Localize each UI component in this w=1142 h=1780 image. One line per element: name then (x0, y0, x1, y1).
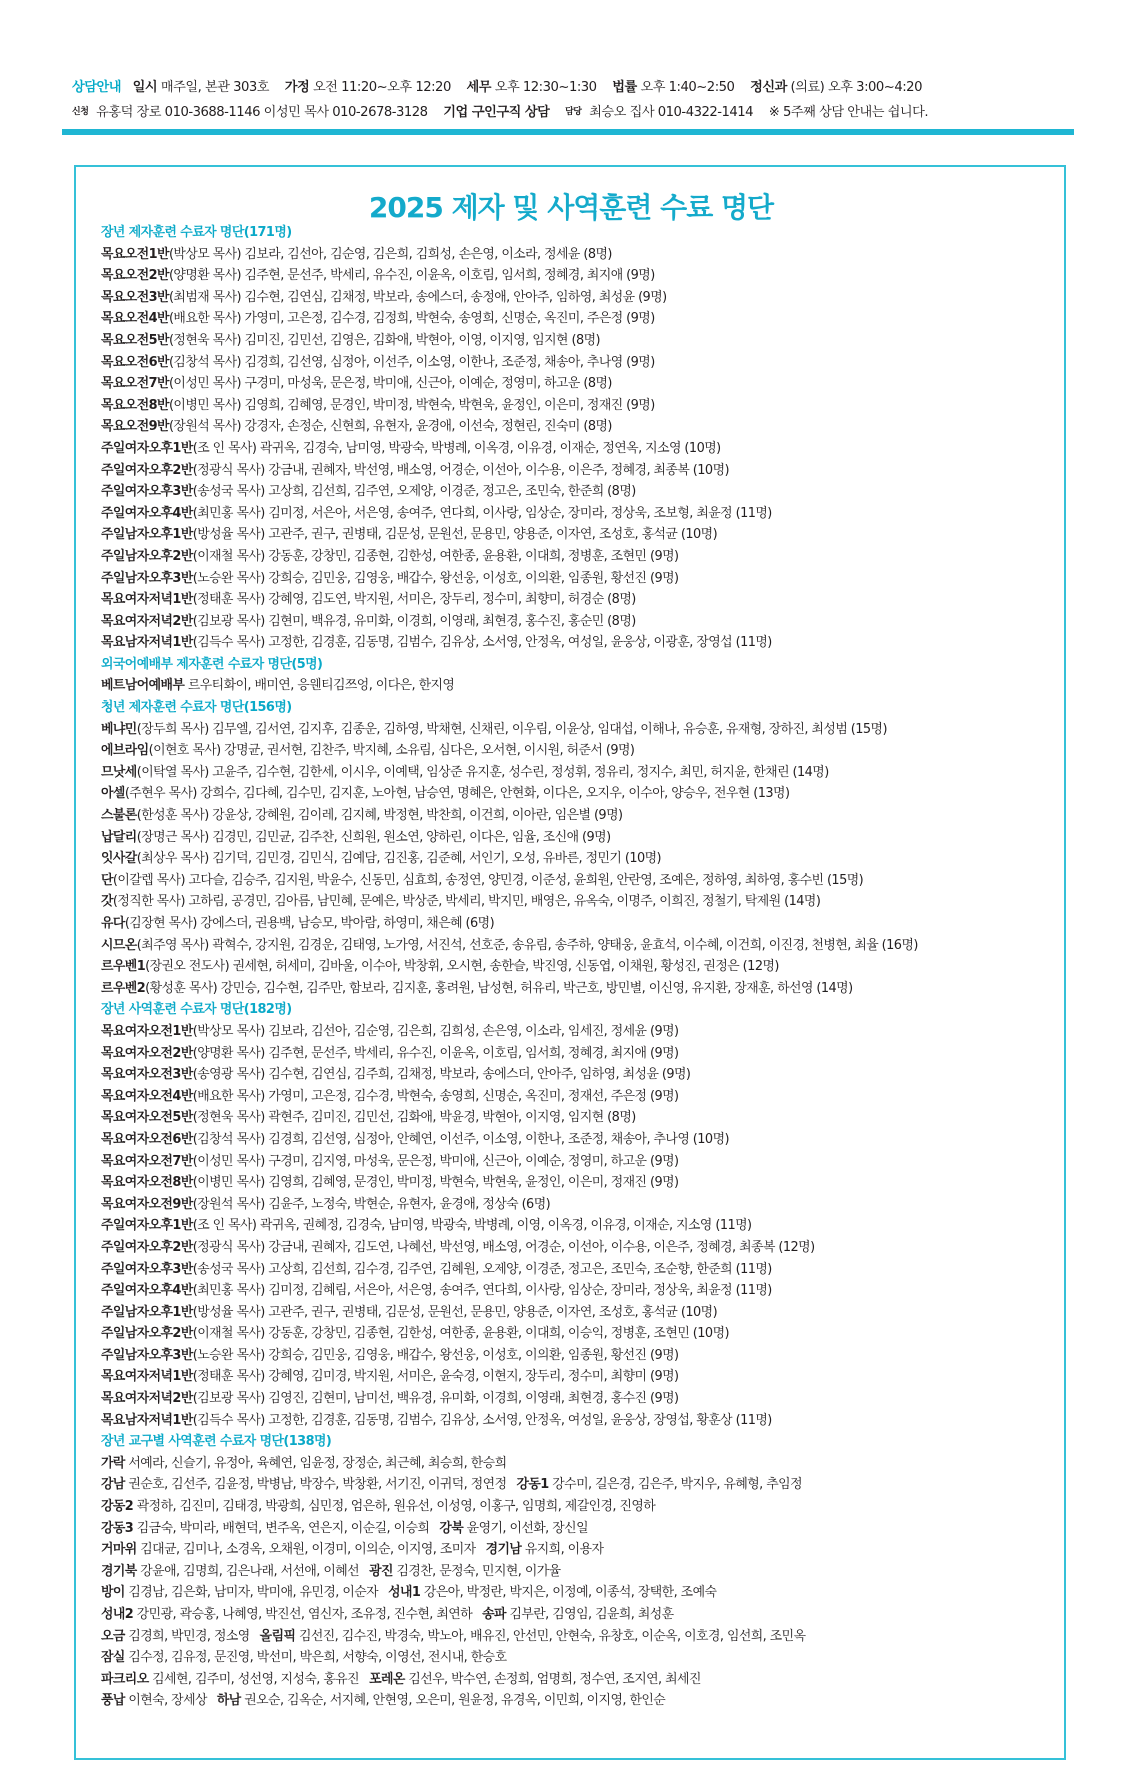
roster-segment (101, 1607, 472, 1622)
class-name: 강남 (101, 1477, 125, 1493)
roster-row (101, 1604, 1063, 1626)
roster-segment (101, 1672, 359, 1687)
roster-row (101, 1690, 1063, 1712)
class-name: 시므온 (101, 937, 137, 953)
roster-row (101, 783, 1063, 805)
class-name: 목요여자저녁1반 (101, 1369, 193, 1385)
roster-segment (101, 1585, 378, 1600)
member-list: (이병민 목사) 김영희, 김혜영, 문경인, 박미정, 박현숙, 박현욱, 윤정인, 이은미, 정재진 (9명) (168, 397, 655, 413)
class-name: 목요여자오전6반 (101, 1131, 193, 1147)
member-list: 이현숙, 장세상 (124, 1693, 207, 1709)
class-name: 므낫세 (101, 764, 137, 780)
class-name: 포레온 (369, 1671, 405, 1687)
class-name: 베트남어예배부 (101, 678, 185, 694)
member-list: (장권오 전도사) 권세현, 허세미, 김바울, 이수아, 박창휘, 오시현, 송한슬, 박진영, 신동엽, 이채원, 황성진, 권정은 (12명) (145, 959, 779, 975)
roster-row (101, 1280, 1063, 1302)
roster-row (101, 1237, 1063, 1259)
roster-row (101, 416, 1063, 438)
roster-row (101, 395, 1063, 417)
member-list: (김창석 목사) 김경희, 김선영, 심정아, 안혜연, 이선주, 이소영, 이한나, 조준정, 채송아, 추나영 (10명) (192, 1131, 729, 1147)
roster-segment (369, 1672, 701, 1687)
roster-row (101, 935, 1063, 957)
member-list: (한성훈 목사) 강윤상, 강혜원, 김이레, 김지혜, 박정현, 박찬희, 이건희, 이아란, 임은별 (9명) (136, 808, 623, 824)
header-divider (62, 129, 1074, 135)
member-list: (김창석 목사) 김경희, 김선영, 심정아, 이선주, 이소영, 이한나, 조준정, 채송아, 추나영 (9명) (168, 354, 655, 370)
roster-row (101, 1366, 1063, 1388)
member-list: (최상우 목사) 김기덕, 김민경, 김민식, 김예담, 김진홍, 김준혜, 서인기, 오성, 유바른, 정민기 (10명) (136, 851, 662, 867)
roster-row (101, 870, 1063, 892)
member-list: (박상모 목사) 김보라, 김선아, 김순영, 김은희, 김희성, 손은영, 이소라, 정세윤 (8명) (168, 246, 612, 262)
member-list: 강수미, 길은경, 김은주, 박지우, 유혜형, 추임정 (548, 1477, 802, 1493)
roster-row (101, 524, 1063, 546)
member-list: (장두희 목사) 김무엘, 김서연, 김지후, 김종운, 김하영, 박채현, 신채린, 이우림, 이윤상, 임대섭, 이해나, 유승훈, 유재형, 장하진, 최성범 (15명) (136, 721, 887, 737)
apply-contacts: 유홍덕 장로 010-3688-1146 이성민 목사 010-2678-3128 (96, 105, 428, 120)
roster-segment (369, 1564, 560, 1579)
roster-row (101, 632, 1063, 654)
member-list: (양명환 목사) 김주현, 문선주, 박세리, 유수진, 이윤옥, 이호림, 임서희, 정혜경, 최지애 (9명) (168, 268, 655, 284)
section-heading: 장년 사역훈련 수료자 명단(182명) (101, 1002, 292, 1018)
member-list: (정직한 목사) 고하림, 공경민, 김아름, 남민혜, 문예은, 박상준, 박세리, 박지민, 배영은, 유옥숙, 이명주, 이희진, 정철기, 탁제원 (14명) (112, 894, 821, 910)
counseling-info (72, 76, 1072, 125)
member-list: (김보광 목사) 김현미, 백유경, 유미화, 이경희, 이영래, 최현경, 홍수진, 홍순민 (8명) (192, 613, 636, 629)
apply-label: 신청 (72, 107, 89, 117)
member-list: (송영광 목사) 김수현, 김연심, 김주희, 김채정, 박보라, 송에스더, 안아주, 임하영, 최성윤 (9명) (192, 1067, 691, 1083)
contact-label: 담당 (565, 107, 582, 117)
member-list: 강윤애, 김명희, 김은나래, 서선애, 이혜선 (136, 1563, 360, 1579)
roster-row (101, 1129, 1063, 1151)
roster-row (101, 265, 1063, 287)
roster-row (101, 1518, 1063, 1540)
roster-row (101, 1453, 1063, 1475)
member-list: (조 인 목사) 곽귀옥, 김경숙, 남미영, 박광숙, 박병례, 이옥경, 이유경, 이재순, 정연옥, 지소영 (10명) (192, 440, 721, 456)
section-heading: 장년 교구별 사역훈련 수료자 명단(138명) (101, 1434, 332, 1450)
roster-row (101, 1323, 1063, 1345)
roster-row (101, 1388, 1063, 1410)
roster-row (101, 1043, 1063, 1065)
roster-segment (101, 1521, 429, 1536)
counseling-label: 상담안내 (72, 80, 121, 95)
class-name: 목요오전5반 (101, 332, 169, 348)
schedule-key-law: 법률 (612, 80, 637, 95)
class-name: 목요오전4반 (101, 311, 169, 327)
member-list: (송성국 목사) 고상희, 김선희, 김수경, 김주연, 김혜원, 오제양, 이경준, 정고은, 조민숙, 조순향, 한준희 (11명) (192, 1261, 772, 1277)
member-list: (배요한 목사) 가영미, 고은정, 김수경, 박현숙, 송영희, 신명순, 옥진미, 정재선, 주은정 (9명) (192, 1088, 679, 1104)
class-name: 목요남자저녁1반 (101, 635, 193, 651)
class-name: 주일여자오후1반 (101, 440, 193, 456)
class-name: 방이 (101, 1585, 125, 1601)
section-heading: 외국어예배부 제자훈련 수료자 명단(5명) (101, 656, 323, 672)
member-list: (최주영 목사) 곽혁수, 강지원, 김경운, 김태영, 노가영, 서진석, 선호준, 송유림, 송주하, 양태웅, 윤효석, 이수혜, 이건희, 이진경, 천병현, 최율 (16명) (136, 937, 918, 953)
roster-row (101, 1410, 1063, 1432)
member-list: 김수정, 김유정, 문진영, 박선미, 박은희, 서향숙, 이영선, 전시내, 한승호 (124, 1650, 507, 1666)
roster-segment (388, 1585, 716, 1600)
class-name: 성내1 (388, 1585, 421, 1601)
schedule-value-family: 오전 11:20~오후 12:20 (312, 80, 451, 95)
roster-row (101, 956, 1063, 978)
contact-person: 최승오 집사 010-4322-1414 (589, 105, 754, 120)
roster-row (101, 1107, 1063, 1129)
schedule-value-time: 매주일, 본관 303호 (160, 80, 270, 95)
roster-row (101, 675, 1063, 697)
class-name: 목요남자저녁1반 (101, 1412, 193, 1428)
roster-row (101, 1064, 1063, 1086)
class-name: 주일남자오후2반 (101, 548, 193, 564)
roster-row (101, 848, 1063, 870)
roster-row (101, 1172, 1063, 1194)
counseling-contact-line (72, 100, 1072, 125)
member-list: (이탁열 목사) 고윤주, 김수현, 김한세, 이시우, 이예택, 임상준 유지훈, 성수린, 정성휘, 정유리, 정지수, 최민, 허지윤, 한채린 (14명) (136, 764, 829, 780)
member-list: (장원석 목사) 강경자, 손정순, 신현희, 유현자, 윤경애, 이선숙, 정현린, 진숙미 (8명) (168, 419, 612, 435)
class-name: 강동3 (101, 1520, 134, 1536)
member-list: (황성훈 목사) 강민승, 김수현, 김주만, 함보라, 김지훈, 홍려원, 남성현, 허유리, 박근호, 방민별, 이신영, 유지환, 장재훈, 하선영 (14명) (145, 980, 853, 996)
schedule-key-tax: 세무 (466, 80, 492, 95)
class-name: 목요여자저녁2반 (101, 613, 193, 629)
member-list: 곽정하, 김진미, 김태경, 박광희, 심민정, 엄은하, 원유선, 이성영, 이홍구, 임명희, 제갈인경, 진영하 (133, 1499, 656, 1515)
roster-row (101, 762, 1063, 784)
roster-row (101, 568, 1063, 590)
member-list: (노승완 목사) 강희승, 김민웅, 김영웅, 배갑수, 왕선웅, 이성호, 이의환, 임종원, 황선진 (9명) (192, 570, 679, 586)
roster-content (101, 222, 1063, 1712)
member-list: 윤영기, 이선화, 장신일 (463, 1520, 588, 1536)
roster-row (101, 891, 1063, 913)
roster-row (101, 827, 1063, 849)
class-name: 강북 (439, 1520, 464, 1536)
roster-row (101, 330, 1063, 352)
roster-row (101, 719, 1063, 741)
class-name: 목요여자저녁2반 (101, 1391, 193, 1407)
member-list: (김득수 목사) 고정한, 김경훈, 김동명, 김범수, 김유상, 소서영, 안정옥, 여성일, 윤웅상, 이광훈, 장영섭 (11명) (192, 635, 772, 651)
class-name: 주일여자오후4반 (101, 1283, 193, 1299)
member-list: 유지희, 이용자 (521, 1542, 604, 1558)
member-list: 김세현, 김주미, 성선영, 지성숙, 홍유진 (148, 1671, 360, 1687)
class-name: 목요여자저녁1반 (101, 592, 193, 608)
class-name: 목요오전6반 (101, 354, 169, 370)
class-name: 주일여자오후2반 (101, 462, 193, 478)
roster-row (101, 1582, 1063, 1604)
class-name: 에브라임 (101, 743, 149, 759)
member-list: (이재철 목사) 강동훈, 강창민, 김종현, 김한성, 여한종, 윤용환, 이대희, 이승익, 정병훈, 조현민 (10명) (192, 1326, 729, 1342)
class-name: 주일남자오후1반 (101, 1304, 193, 1320)
roster-row (101, 805, 1063, 827)
roster-row (101, 1259, 1063, 1281)
class-name: 목요오전2반 (101, 268, 169, 284)
member-list: (이재철 목사) 강동훈, 강창민, 김종현, 김한성, 여한종, 윤용환, 이대희, 정병훈, 조현민 (9명) (192, 548, 679, 564)
member-list: (정현욱 목사) 김미진, 김민선, 김영은, 김화애, 박현아, 이영, 이지영, 임지현 (8명) (168, 332, 600, 348)
class-name: 올림픽 (259, 1628, 296, 1644)
class-name: 갓 (101, 894, 113, 910)
roster-segment (482, 1607, 673, 1622)
roster-row (101, 1086, 1063, 1108)
roster-row (101, 1345, 1063, 1367)
class-name: 주일여자오후2반 (101, 1239, 193, 1255)
counseling-schedule-line (72, 76, 1072, 100)
roster-row (101, 373, 1063, 395)
member-list: (최민홍 목사) 김미정, 김혜림, 서은아, 서은영, 송여주, 연다희, 이사랑, 임상순, 장미라, 정상욱, 최윤정 (11명) (192, 1283, 772, 1299)
member-list: (배요한 목사) 가영미, 고은정, 김수경, 김정희, 박현숙, 송영희, 신명순, 옥진미, 주은정 (9명) (168, 311, 655, 327)
class-name: 유다 (101, 916, 125, 931)
schedule-key-psychiatry: 정신과 (750, 80, 787, 95)
roster-row (101, 1496, 1063, 1518)
roster-segment (101, 1477, 506, 1492)
schedule-key-family: 가정 (284, 80, 310, 95)
member-list: (장명근 목사) 김경민, 김민균, 김주찬, 신희원, 원소연, 양하린, 이다은, 임율, 조신애 (9명) (136, 829, 611, 845)
roster-row (101, 308, 1063, 330)
roster-segment (260, 1629, 806, 1644)
roster-row (101, 546, 1063, 568)
member-list: 서예라, 신슬기, 유정아, 육혜연, 임윤정, 장정순, 최근혜, 최승희, 한승희 (124, 1455, 507, 1471)
roster-segment (516, 1477, 802, 1492)
class-name: 목요여자오전8반 (101, 1175, 193, 1191)
member-list: 김선진, 김수진, 박경숙, 박노아, 배유진, 안선민, 안현숙, 유창호, 이순옥, 이호경, 임선희, 조민옥 (295, 1628, 806, 1644)
member-list: (최민홍 목사) 김미정, 서은아, 서은영, 송여주, 연다희, 이사랑, 임상순, 장미라, 정상욱, 조보형, 최윤정 (11명) (192, 505, 772, 521)
class-name: 르우벤1 (101, 959, 146, 975)
member-list: (이성민 목사) 구경미, 김지영, 마성욱, 문은정, 박미애, 신근아, 이예순, 정영미, 하고운 (9명) (192, 1153, 679, 1169)
class-name: 아셀 (101, 786, 125, 802)
roster-row (101, 978, 1063, 1000)
class-name: 강동2 (101, 1499, 134, 1515)
member-list: (박상모 목사) 김보라, 김선아, 김순영, 김은희, 김희성, 손은영, 이소라, 임세진, 정세윤 (9명) (192, 1023, 679, 1039)
roster-row (101, 1302, 1063, 1324)
class-name: 풍납 (101, 1693, 125, 1709)
class-name: 광진 (369, 1563, 393, 1579)
roster-segment (101, 1456, 506, 1471)
roster-segment (101, 1650, 506, 1665)
class-name: 거마위 (101, 1542, 137, 1558)
class-name: 주일여자오후4반 (101, 505, 193, 521)
roster-row (101, 1151, 1063, 1173)
member-list: (방성율 목사) 고관주, 권구, 권병태, 김문성, 문원선, 문용민, 양용준, 이자연, 조성호, 홍석균 (10명) (192, 1304, 718, 1320)
class-name: 주일남자오후2반 (101, 1326, 193, 1342)
member-list: (주현우 목사) 강희수, 김다혜, 김수민, 김지훈, 노아현, 남승연, 명혜은, 안현화, 이다은, 오지우, 이수아, 양승우, 전우현 (13명) (124, 786, 790, 802)
member-list: (조 인 목사) 곽귀옥, 권혜정, 김경숙, 남미영, 박광숙, 박병례, 이영, 이옥경, 이유경, 이재순, 지소영 (11명) (192, 1218, 752, 1234)
member-list: 김선우, 박수연, 손정희, 엄명희, 정수연, 조지연, 최세진 (404, 1671, 701, 1687)
class-name: 주일여자오후1반 (101, 1218, 193, 1234)
roster-row (101, 589, 1063, 611)
class-name: 주일여자오후3반 (101, 1261, 193, 1277)
roster-segment (217, 1693, 665, 1708)
schedule-value-law: 오후 1:40~2:50 (640, 80, 735, 95)
roster-segment (101, 1499, 655, 1514)
member-list: (김보광 목사) 김영진, 김현미, 남미선, 백유경, 유미화, 이경희, 이영래, 최현경, 홍수진 (9명) (192, 1391, 679, 1407)
member-list: (이현호 목사) 강명균, 권서현, 김찬주, 박지혜, 소유림, 심다은, 오서현, 이시원, 허준서 (9명) (148, 743, 635, 759)
class-name: 단 (101, 872, 113, 888)
member-list: (양명환 목사) 김주현, 문선주, 박세리, 유수진, 이윤옥, 이호림, 임서희, 정혜경, 최지애 (9명) (192, 1045, 679, 1061)
class-name: 가락 (101, 1455, 125, 1471)
roster-row (101, 1194, 1063, 1216)
roster-row (101, 1647, 1063, 1669)
member-list: 김경희, 박민경, 정소영 (124, 1628, 250, 1644)
roster-segment (439, 1521, 588, 1536)
class-name: 파크리오 (101, 1671, 149, 1687)
member-list: (장원석 목사) 김윤주, 노정숙, 박현순, 유현자, 윤경애, 정상숙 (6명) (192, 1196, 551, 1212)
member-list: 르우티화이, 배미연, 응웬티김쯔엉, 이다은, 한지영 (184, 678, 455, 694)
roster-row (101, 913, 1063, 935)
member-list: 권오순, 김옥순, 서지혜, 안현영, 오은미, 원윤정, 유경옥, 이민희, 이지영, 한인순 (240, 1693, 666, 1709)
member-list: (노승완 목사) 강희승, 김민웅, 김영웅, 배갑수, 왕선웅, 이성호, 이의환, 임종원, 황선진 (9명) (192, 1347, 679, 1363)
class-name: 목요여자오전4반 (101, 1088, 193, 1104)
member-list: 김금숙, 박미라, 배현덕, 변주옥, 연은지, 이순길, 이승희 (133, 1520, 430, 1536)
class-name: 목요여자오전3반 (101, 1067, 193, 1083)
page-title: 2025 제자 및 사역훈련 수료 명단 (368, 191, 774, 224)
member-list: (정태훈 목사) 강혜영, 김도연, 박지원, 서미은, 장두리, 정수미, 최향미, 허경순 (8명) (192, 592, 636, 608)
member-list: 김경찬, 문정숙, 민지현, 이가율 (392, 1563, 561, 1579)
class-name: 목요오전7반 (101, 376, 169, 392)
member-list: (방성율 목사) 고관주, 권구, 권병태, 김문성, 문원선, 문용민, 양용준, 이자연, 조성호, 홍석균 (10명) (192, 527, 718, 543)
class-name: 주일남자오후3반 (101, 1347, 193, 1363)
roster-segment (101, 1629, 250, 1644)
member-list: 김대균, 김미나, 소경옥, 오채원, 이경미, 이의순, 이지영, 조미자 (136, 1542, 476, 1558)
job-counseling-label: 기업 구인구직 상담 (443, 105, 550, 120)
class-name: 목요오전9반 (101, 419, 169, 435)
member-list: (최범재 목사) 김수현, 김연심, 김채정, 박보라, 송에스더, 송정애, 안아주, 임하영, 최성윤 (9명) (168, 289, 667, 305)
member-list: (김득수 목사) 고정한, 김경훈, 김동명, 김범수, 김유상, 소서영, 안정옥, 여성일, 윤웅상, 장영섭, 황훈상 (11명) (192, 1412, 772, 1428)
class-name: 경기북 (101, 1563, 137, 1579)
class-name: 목요여자오전7반 (101, 1153, 193, 1169)
member-list: (정광식 목사) 강금내, 권혜자, 김도연, 나혜선, 박선영, 배소영, 어경순, 이선아, 이수용, 이은주, 정혜경, 최종복 (12명) (192, 1239, 815, 1255)
class-name: 오금 (101, 1628, 125, 1644)
member-list: (정광식 목사) 강금내, 권혜자, 박선영, 배소영, 어경순, 이선아, 이수용, 이은주, 정혜경, 최종복 (10명) (192, 462, 729, 478)
roster-row (101, 1215, 1063, 1237)
roster-row (101, 352, 1063, 374)
class-name: 목요오전1반 (101, 246, 169, 262)
class-name: 르우벤2 (101, 980, 146, 996)
section-heading: 장년 제자훈련 수료자 명단(171명) (101, 225, 292, 240)
roster-row (101, 1021, 1063, 1043)
roster-segment (101, 1542, 476, 1557)
class-name: 베냐민 (101, 721, 137, 737)
notice-text: ※ 5주째 상담 안내는 쉽니다. (768, 105, 929, 120)
roster-row (101, 503, 1063, 525)
roster-row (101, 438, 1063, 460)
roster-row (101, 1474, 1063, 1496)
class-name: 스불론 (101, 808, 137, 824)
roster-row (101, 1539, 1063, 1561)
roster-row (101, 481, 1063, 503)
schedule-value-psychiatry: (의료) 오후 3:00~4:20 (790, 80, 922, 95)
schedule-value-tax: 오후 12:30~1:30 (494, 80, 597, 95)
class-name: 목요여자오전2반 (101, 1045, 193, 1061)
class-name: 하남 (216, 1693, 241, 1709)
roster-segment (101, 1564, 359, 1579)
roster-row (101, 460, 1063, 482)
member-list: 강은아, 박정란, 박지은, 이정예, 이종석, 장택한, 조예숙 (420, 1585, 717, 1601)
member-list: 권순호, 김선주, 김윤정, 박병남, 박장수, 박창환, 서기진, 이귀덕, 정연정 (124, 1477, 507, 1493)
member-list: (이병민 목사) 김영희, 김혜영, 문경인, 박미정, 박현숙, 박현욱, 윤정인, 이은미, 정재진 (9명) (192, 1175, 679, 1191)
class-name: 강동1 (516, 1477, 549, 1493)
roster-row (101, 740, 1063, 762)
roster-row (101, 611, 1063, 633)
class-name: 성내2 (101, 1607, 134, 1622)
section-heading: 청년 제자훈련 수료자 명단(156명) (101, 700, 292, 716)
member-list: 김경남, 김은화, 남미자, 박미애, 유민경, 이순자 (124, 1585, 379, 1601)
roster-row (101, 1561, 1063, 1583)
member-list: (송성국 목사) 고상희, 김선희, 김주연, 오제양, 이경준, 정고은, 조민숙, 한준희 (8명) (192, 484, 636, 500)
class-name: 잠실 (101, 1650, 125, 1666)
roster-row (101, 287, 1063, 309)
member-list: 강민광, 곽승홍, 나혜영, 박진선, 염신자, 조유정, 진수현, 최연하 (133, 1607, 473, 1622)
member-list: (정태훈 목사) 강혜영, 김미경, 박지원, 서미은, 윤숙경, 이현지, 장두리, 정수미, 최향미 (9명) (192, 1369, 679, 1385)
class-name: 주일남자오후3반 (101, 570, 193, 586)
member-list: 김부란, 김영임, 김윤희, 최성훈 (505, 1607, 674, 1622)
member-list: (김장현 목사) 강에스더, 권용백, 남승모, 박아람, 하영미, 채은혜 (6명) (124, 916, 495, 931)
member-list: (정현욱 목사) 곽현주, 김미진, 김민선, 김화애, 박윤경, 박현아, 이지영, 임지현 (8명) (192, 1110, 636, 1126)
schedule-key-time: 일시 (132, 80, 158, 95)
roster-row (101, 1669, 1063, 1691)
class-name: 잇사갈 (101, 851, 137, 867)
roster-row (101, 244, 1063, 266)
class-name: 주일여자오후3반 (101, 484, 193, 500)
class-name: 목요오전8반 (101, 397, 169, 413)
class-name: 주일남자오후1반 (101, 527, 193, 543)
roster-segment (486, 1542, 604, 1557)
class-name: 목요여자오전1반 (101, 1023, 193, 1039)
class-name: 납달리 (101, 829, 137, 845)
class-name: 목요여자오전5반 (101, 1110, 193, 1126)
class-name: 송파 (482, 1607, 506, 1622)
class-name: 경기남 (485, 1542, 522, 1558)
roster-row (101, 1626, 1063, 1648)
member-list: (이성민 목사) 구경미, 마성욱, 문은정, 박미애, 신근아, 이예순, 정영미, 하고운 (8명) (168, 376, 612, 392)
class-name: 목요여자오전9반 (101, 1196, 193, 1212)
member-list: (이갈렙 목사) 고다슬, 김승주, 김지원, 박윤수, 신동민, 심효희, 송정연, 양민경, 이준성, 윤희원, 안란영, 조예은, 정하영, 최하영, 홍수빈 (15명) (112, 872, 864, 888)
roster-segment (101, 1693, 207, 1708)
class-name: 목요오전3반 (101, 289, 169, 305)
